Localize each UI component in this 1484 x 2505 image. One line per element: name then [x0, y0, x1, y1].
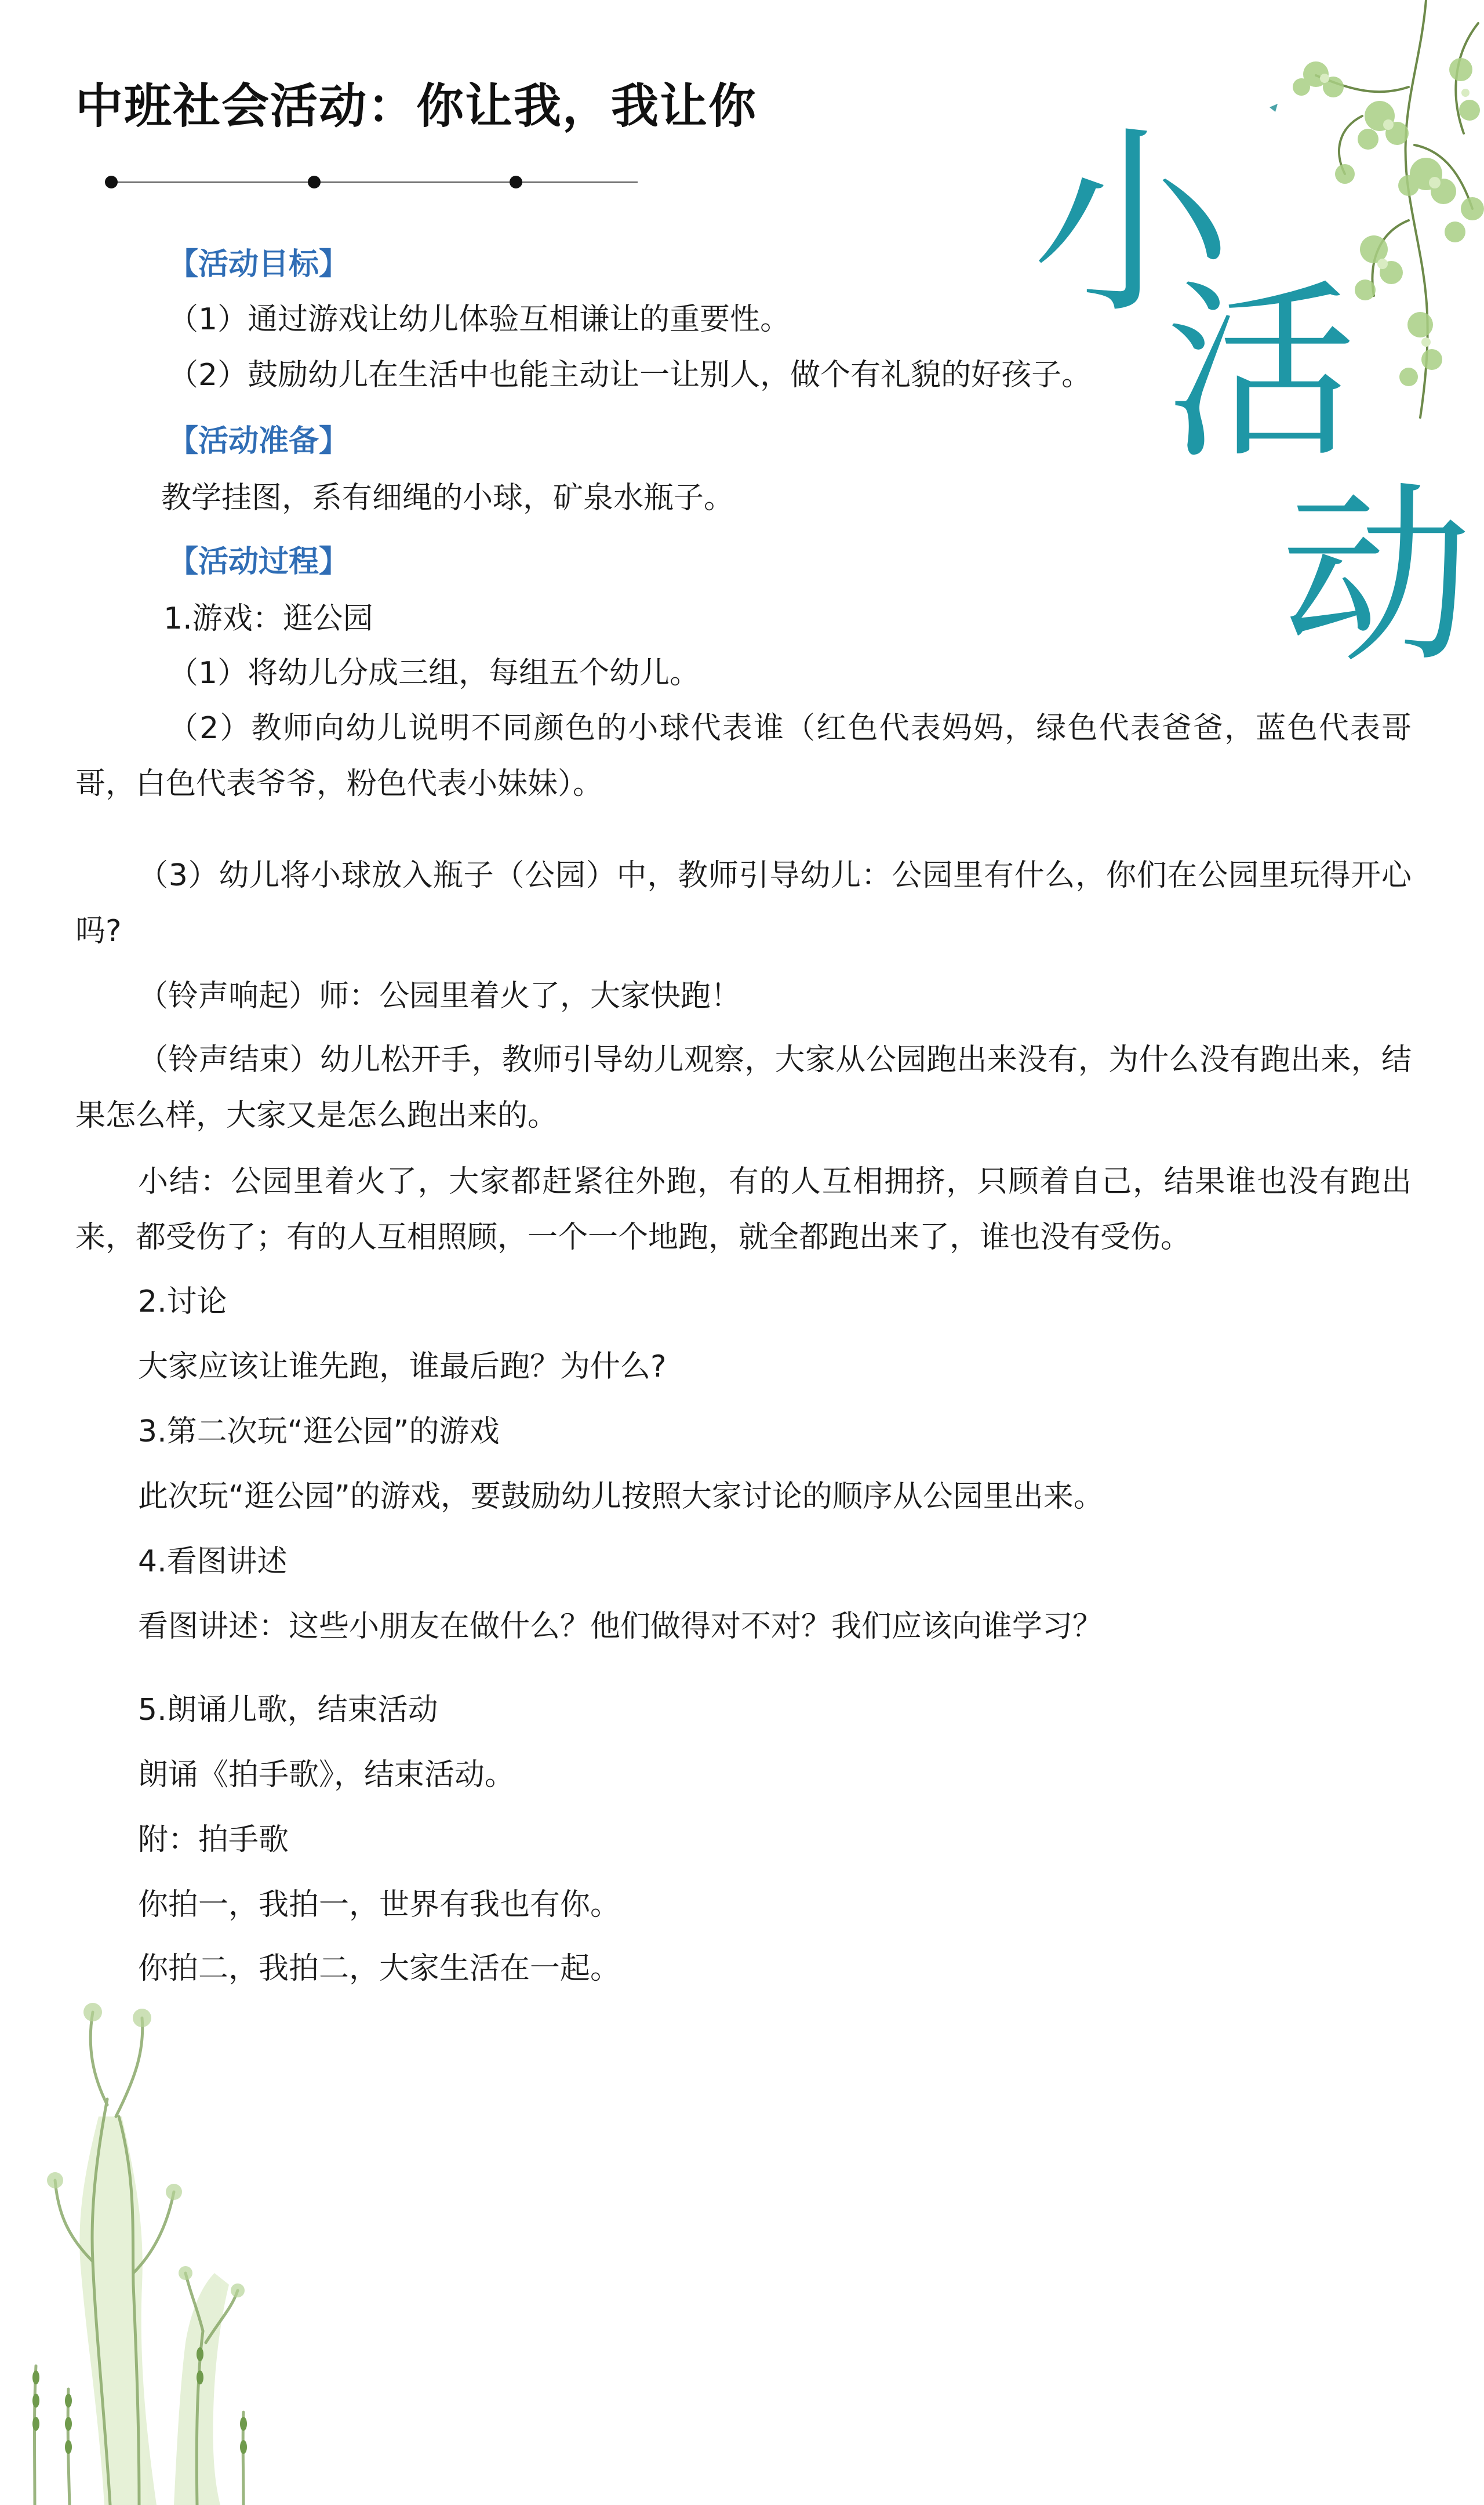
- appendix-title: 附：拍手歌: [138, 1823, 289, 1857]
- step1-title: 1.游戏：逛公园: [163, 601, 373, 636]
- process-heading: 【活动过程】: [168, 544, 350, 579]
- trees-watercolor-illustration-icon: [0, 1972, 301, 2505]
- bell-start-text: （铃声响起）师：公园里着火了，大家快跑！: [138, 979, 741, 1014]
- page-title: 中班社会活动：你让我，我让你: [75, 78, 758, 134]
- step4-text: 看图讲述：这些小朋友在做什么？他们做得对不对？我们应该向谁学习？: [138, 1609, 1103, 1644]
- big-character-dong: 动: [1281, 466, 1472, 688]
- step5-text: 朗诵《拍手歌》，结束活动。: [138, 1758, 515, 1792]
- big-character-xiao: 小: [1032, 108, 1232, 341]
- summary-text: 小结：公园里着火了，大家都赶紧往外跑，有的人互相拥挤，只顾着自己，结果谁也没有跑出来，都受伤了；有的人互相照顾，一个一个地跑，就全都跑出来了，谁也没有受伤。: [75, 1164, 1412, 1255]
- goals-item-1: （1）通过游戏让幼儿体验互相谦让的重要性。: [168, 302, 791, 337]
- goals-item-2: （2）鼓励幼儿在生活中也能主动让一让别人，做个有礼貌的好孩子。: [168, 358, 1092, 393]
- step1-item-1: （1）将幼儿分成三组，每组五个幼儿。: [168, 656, 700, 691]
- step5-title: 5.朗诵儿歌，结束活动: [138, 1693, 438, 1727]
- step1-item-2: （2）教师向幼儿说明不同颜色的小球代表谁（红色代表妈妈，绿色代表爸爸，蓝色代表哥哥，白色代表爷爷，粉色代表小妹妹）。: [75, 711, 1412, 801]
- step2-title: 2.讨论: [138, 1284, 227, 1319]
- song-line-2: 你拍二，我拍二，大家生活在一起。: [138, 1951, 621, 1986]
- preparation-heading: 【活动准备】: [168, 424, 350, 459]
- preparation-text: 教学挂图，系有细绳的小球，矿泉水瓶子。: [161, 481, 734, 515]
- step3-title: 3.第二次玩“逛公园”的游戏: [138, 1414, 500, 1449]
- step2-text: 大家应该让谁先跑，谁最后跑？为什么?: [138, 1349, 667, 1384]
- step3-text: 此次玩“逛公园”的游戏，要鼓励幼儿按照大家讨论的顺序从公园里出来。: [138, 1479, 1104, 1514]
- step1-item-3: （3）幼儿将小球放入瓶子（公园）中，教师引导幼儿：公园里有什么，你们在公园里玩得开心吗?: [75, 858, 1412, 949]
- big-character-huo: 活: [1165, 262, 1356, 484]
- dot-line-divider-icon: [104, 175, 638, 189]
- song-line-1: 你拍一，我拍一，世界有我也有你。: [138, 1887, 621, 1922]
- goals-heading: 【活动目标】: [168, 247, 350, 282]
- step4-title: 4.看图讲述: [138, 1544, 288, 1579]
- bell-end-text: （铃声结束）幼儿松开手，教师引导幼儿观察，大家从公园跑出来没有，为什么没有跑出来，结果怎么样，大家又是怎么跑出来的。: [75, 1043, 1412, 1133]
